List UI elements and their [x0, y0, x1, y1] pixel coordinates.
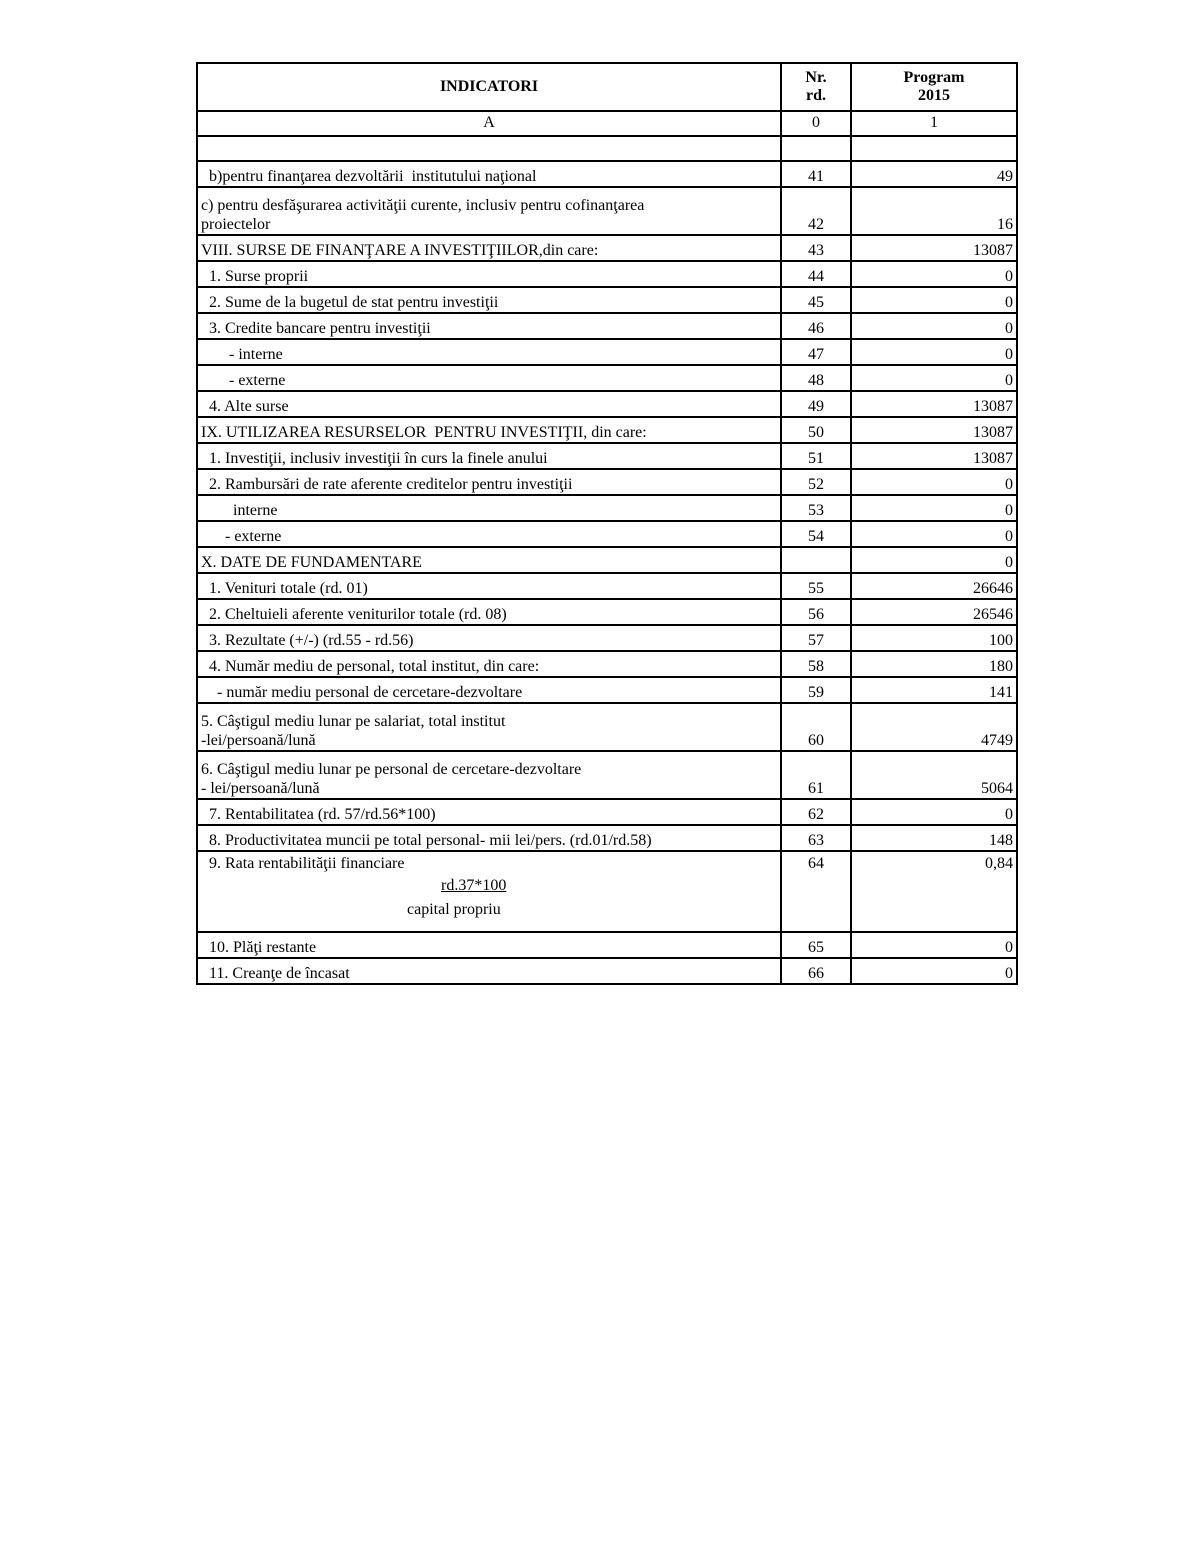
header-indicatori: INDICATORI: [197, 63, 781, 111]
indicator-label: IX. UTILIZAREA RESURSELOR PENTRU INVESTIŢII, din care:: [197, 417, 781, 443]
program-value: 148: [851, 825, 1017, 851]
row-number: 65: [781, 932, 851, 958]
program-value: 26546: [851, 599, 1017, 625]
program-value: 13087: [851, 235, 1017, 261]
program-value: 0,84: [851, 851, 1017, 932]
program-value: 141: [851, 677, 1017, 703]
indicator-label: 3. Credite bancare pentru investiţii: [197, 313, 781, 339]
indicator-label: 2. Rambursări de rate aferente creditelor pentru investiţii: [197, 469, 781, 495]
row-number: 56: [781, 599, 851, 625]
table-row: [197, 365, 1017, 391]
column-letter-0: 0: [781, 111, 851, 136]
program-value: 0: [851, 932, 1017, 958]
program-value: 0: [851, 261, 1017, 287]
row-number: 54: [781, 521, 851, 547]
program-value: 100: [851, 625, 1017, 651]
program-value: 13087: [851, 443, 1017, 469]
row-number: 43: [781, 235, 851, 261]
table-row: [197, 932, 1017, 958]
table-row: [197, 443, 1017, 469]
indicator-label: X. DATE DE FUNDAMENTARE: [197, 547, 781, 573]
program-value: 13087: [851, 391, 1017, 417]
table-row: [197, 677, 1017, 703]
program-value: 0: [851, 339, 1017, 365]
program-value: 16: [851, 187, 1017, 235]
table-row: [197, 521, 1017, 547]
table-row: [197, 751, 1017, 799]
indicator-label: [197, 851, 781, 932]
table-row: [197, 599, 1017, 625]
table-row-formula: [197, 851, 1017, 932]
row-number: 57: [781, 625, 851, 651]
table-row: [197, 391, 1017, 417]
row-number: [781, 547, 851, 573]
row-number: 48: [781, 365, 851, 391]
program-value: 0: [851, 958, 1017, 984]
table-row: [197, 495, 1017, 521]
indicator-label: 4. Număr mediu de personal, total institut, din care:: [197, 651, 781, 677]
table-row: [197, 825, 1017, 851]
indicator-label: 4. Alte surse: [197, 391, 781, 417]
indicator-label: 7. Rentabilitatea (rd. 57/rd.56*100): [197, 799, 781, 825]
row-number: 58: [781, 651, 851, 677]
table-row: [197, 261, 1017, 287]
indicator-label: - număr mediu personal de cercetare-dezvoltare: [197, 677, 781, 703]
program-value: 0: [851, 313, 1017, 339]
indicator-label: - externe: [197, 365, 781, 391]
table-row: [197, 187, 1017, 235]
program-value: 26646: [851, 573, 1017, 599]
row-number: 64: [781, 851, 851, 932]
indicator-label: b)pentru finanţarea dezvoltării institutului naţional: [197, 161, 781, 187]
table-row: [197, 958, 1017, 984]
row-number: 46: [781, 313, 851, 339]
table-row: [197, 625, 1017, 651]
indicator-label: 10. Plăţi restante: [197, 932, 781, 958]
program-value: 0: [851, 287, 1017, 313]
table-row: [197, 651, 1017, 677]
empty-cell: [851, 136, 1017, 161]
row-number: 66: [781, 958, 851, 984]
program-value: 13087: [851, 417, 1017, 443]
row-number: 52: [781, 469, 851, 495]
indicator-label: - externe: [197, 521, 781, 547]
indicator-label: c) pentru desfăşurarea activităţii curente, inclusiv pentru cofinanţarea proiectelor: [197, 187, 781, 235]
column-letter-a: A: [197, 111, 781, 136]
column-letter-1: 1: [851, 111, 1017, 136]
program-value: 0: [851, 521, 1017, 547]
program-value: 0: [851, 469, 1017, 495]
indicator-label: 1. Surse proprii: [197, 261, 781, 287]
row-number: 51: [781, 443, 851, 469]
formula-denominator: capital propriu: [407, 901, 501, 919]
program-value: 0: [851, 547, 1017, 573]
row-number: 50: [781, 417, 851, 443]
indicator-label: VIII. SURSE DE FINANŢARE A INVESTIŢIILOR,din care:: [197, 235, 781, 261]
table-row: [197, 235, 1017, 261]
table-row: [197, 161, 1017, 187]
table-row: [197, 417, 1017, 443]
indicators-table: [196, 62, 1018, 985]
program-value: 0: [851, 495, 1017, 521]
table-row: [197, 469, 1017, 495]
row-number: 63: [781, 825, 851, 851]
indicator-label: 3. Rezultate (+/-) (rd.55 - rd.56): [197, 625, 781, 651]
indicator-label: 1. Venituri totale (rd. 01): [197, 573, 781, 599]
empty-row: [197, 136, 1017, 161]
header-nr-rd: Nr. rd.: [781, 63, 851, 111]
row-number: 47: [781, 339, 851, 365]
header-row: [197, 63, 1017, 111]
row-number: 55: [781, 573, 851, 599]
table-row: [197, 799, 1017, 825]
empty-cell: [781, 136, 851, 161]
program-value: 4749: [851, 703, 1017, 751]
row-number: 42: [781, 187, 851, 235]
indicator-label: 5. Câştigul mediu lunar pe salariat, total institut -lei/persoană/lună: [197, 703, 781, 751]
program-value: 49: [851, 161, 1017, 187]
indicator-label: interne: [197, 495, 781, 521]
program-value: 0: [851, 365, 1017, 391]
row-number: 60: [781, 703, 851, 751]
row-number: 59: [781, 677, 851, 703]
table-row: [197, 573, 1017, 599]
program-value: 0: [851, 799, 1017, 825]
table-row: [197, 547, 1017, 573]
formula-numerator: rd.37*100: [441, 877, 507, 895]
row-number: 44: [781, 261, 851, 287]
table-row: [197, 339, 1017, 365]
row-number: 61: [781, 751, 851, 799]
header-program: Program 2015: [851, 63, 1017, 111]
indicator-label: 1. Investiţii, inclusiv investiţii în curs la finele anului: [197, 443, 781, 469]
row-number: 45: [781, 287, 851, 313]
indicator-label: 2. Sume de la bugetul de stat pentru investiţii: [197, 287, 781, 313]
indicator-label: 2. Cheltuieli aferente veniturilor totale (rd. 08): [197, 599, 781, 625]
empty-cell: [197, 136, 781, 161]
table-row: [197, 313, 1017, 339]
formula-ratio: [201, 873, 777, 925]
program-value: 180: [851, 651, 1017, 677]
indicator-label: 11. Creanţe de încasat: [197, 958, 781, 984]
table-row: [197, 287, 1017, 313]
row-number: 62: [781, 799, 851, 825]
row-number: 53: [781, 495, 851, 521]
indicator-label: 6. Câştigul mediu lunar pe personal de cercetare-dezvoltare - lei/persoană/lună: [197, 751, 781, 799]
indicator-label: - interne: [197, 339, 781, 365]
table-row: [197, 703, 1017, 751]
program-value: 5064: [851, 751, 1017, 799]
formula-label: 9. Rata rentabilităţii financiare: [201, 855, 405, 872]
column-letters-row: [197, 111, 1017, 136]
row-number: 41: [781, 161, 851, 187]
indicator-label: 8. Productivitatea muncii pe total personal- mii lei/pers. (rd.01/rd.58): [197, 825, 781, 851]
row-number: 49: [781, 391, 851, 417]
